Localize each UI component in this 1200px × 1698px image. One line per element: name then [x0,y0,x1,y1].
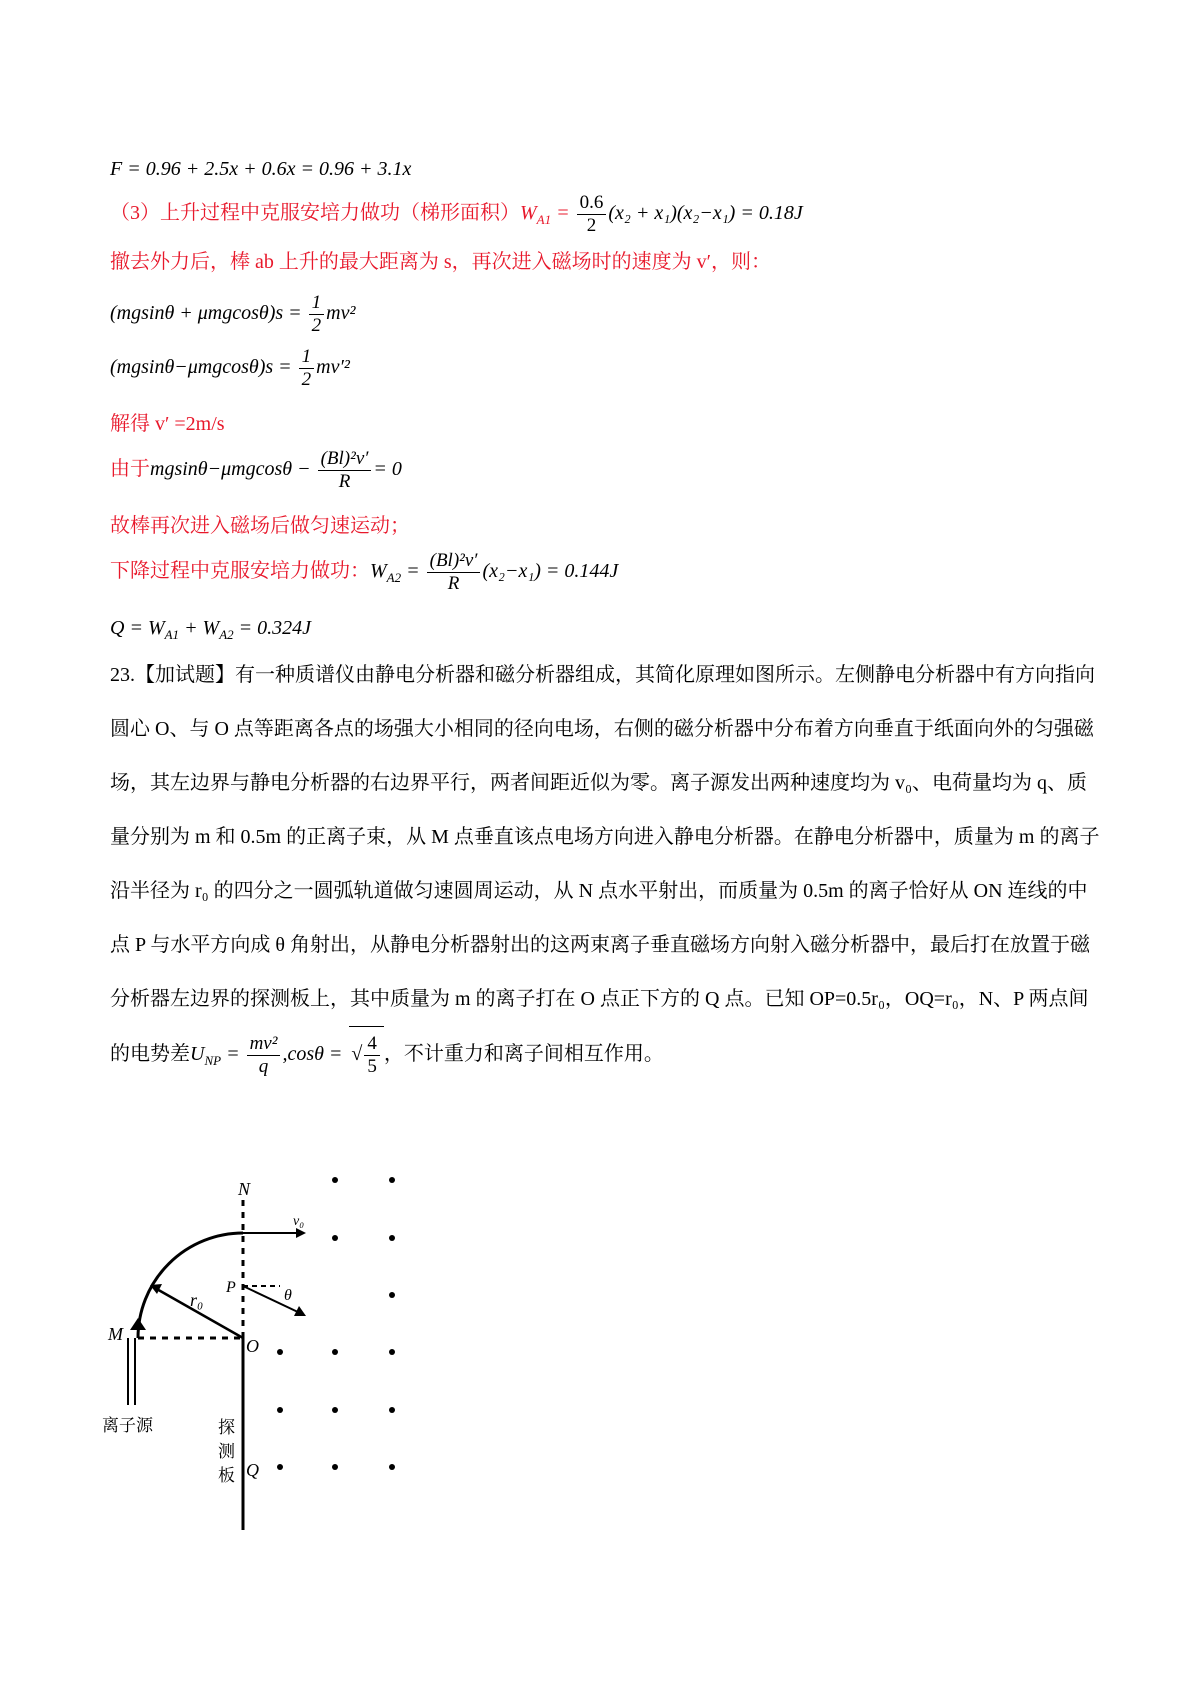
label-ion-source: 离子源 [102,1416,153,1436]
label-p: P [226,1279,236,1296]
problem-23 [110,648,1100,1088]
label-v0: v₀ [293,1214,305,1229]
force-equation: F = 0.96 + 2.5x + 0.6x = 0.96 + 3.1x [110,158,412,180]
cos-theta: ,cosθ = [282,1043,343,1065]
work-up-rest: (x₂ + x₁)(x₂−x₁) = 0.18J [608,201,803,224]
work-down-fraction: $\frac{\text{(Bl)²v′}}{R}$ [427,550,481,595]
unp-symbol: $U_{NP}$ = [190,1043,240,1068]
label-q: Q [246,1460,259,1480]
problem-23-text: 23.【加试题】有一种质谱仪由静电分析器和磁分析器组成，其简化原理如图所示。左侧静电分析器中有方向指向圆心 O、与 O 点等距离各点的场强大小相同的径向电场，右侧的磁分析器中分布着方向垂直于纸面向外的匀强磁场，其左边界与静电分析器的右边界平行，两者间距近似为零。离子源发出两种速度均为 v₀、电荷量均为 q、质量分别为 m 和 0.5m 的正离子束，从 M 点垂直该点电场方向进入静电分析器。在静电分析器中，质量为 m 的离子沿半径为 r₀ 的四分之一圆弧轨道做匀速圆周运动，从 N 点水平射出，而质量为 0.5m 的离子恰好从 ON 连线的中点 P 与水平方向成 θ 角射出，从静电分析器射出的这两束离子垂直磁场方向射入磁分析器中，最后打在放置于磁分析器左边界的探测板上，其中质量为 m 的离子打在 O 点正下方的 Q 点。已知 OP=0.5r₀，OQ=r₀，N、P 两点间的电势差 [110,664,1100,1065]
label-board-2: 测 [218,1442,235,1462]
label-r0: r₀ [190,1290,204,1310]
label-theta: θ [284,1287,292,1304]
label-n: N [238,1179,251,1199]
remove-force-line: 撤去外力后，棒 ab 上升的最大距离为 s，再次进入磁场时的速度为 v′，则： [110,251,772,273]
work-up-lhs: $W_{A1}$ = [520,201,570,227]
balance-equation: 由于mgsinθ−μmgcosθ − $\frac{\text{(Bl)²v′}}{R}$ = 0 [110,448,402,492]
v0-arrow-icon [296,1228,306,1238]
problem-23-end: ，不计重力和离子间相互作用。 [383,1043,664,1065]
label-m: M [108,1324,123,1344]
mass-spectrometer-figure [100,1170,460,1530]
uniform-motion-line: 故棒再次进入磁场后做匀速运动； [110,515,410,537]
energy-eq-down: (mgsinθ−μmgcosθ)s = $\frac{1}{2}$ mv′² [110,346,350,390]
total-heat-line: $Q = W_{A1} + W_{A2} = 0.324J$ [110,617,312,642]
ampere-force-fraction: $\frac{\text{(Bl)²v′}}{R}$ [318,448,372,493]
unp-fraction: $\frac{\text{mv²}}{q}$ [247,1033,281,1078]
half-fraction: $\frac{1}{2}$ [309,292,325,337]
work-up-text: （3）上升过程中克服安培力做功（梯形面积） [110,201,520,224]
energy-eq-up: (mgsinθ + μmgcosθ)s = $\frac{1}{2}$ mv² [110,292,356,336]
label-board-1: 探 [218,1418,235,1438]
label-board-3: 板 [218,1466,235,1486]
label-o: O [246,1336,259,1356]
cos-sqrt: √ $\frac{4}{5}$ [349,1026,383,1081]
work-up-fraction: $\frac{0.6}{2}$ [577,192,607,237]
work-up-line [110,192,803,237]
arc-arrow-icon [130,1318,146,1330]
solve-velocity: 解得 v′ =2m/s [110,413,225,435]
half-fraction: $\frac{1}{2}$ [299,346,315,391]
work-down-line: 下降过程中克服安培力做功：$W_{A2}$ = $\frac{\text{(Bl)²v′}}{R}$ (x₂−x₁) = 0.144J [110,550,619,594]
